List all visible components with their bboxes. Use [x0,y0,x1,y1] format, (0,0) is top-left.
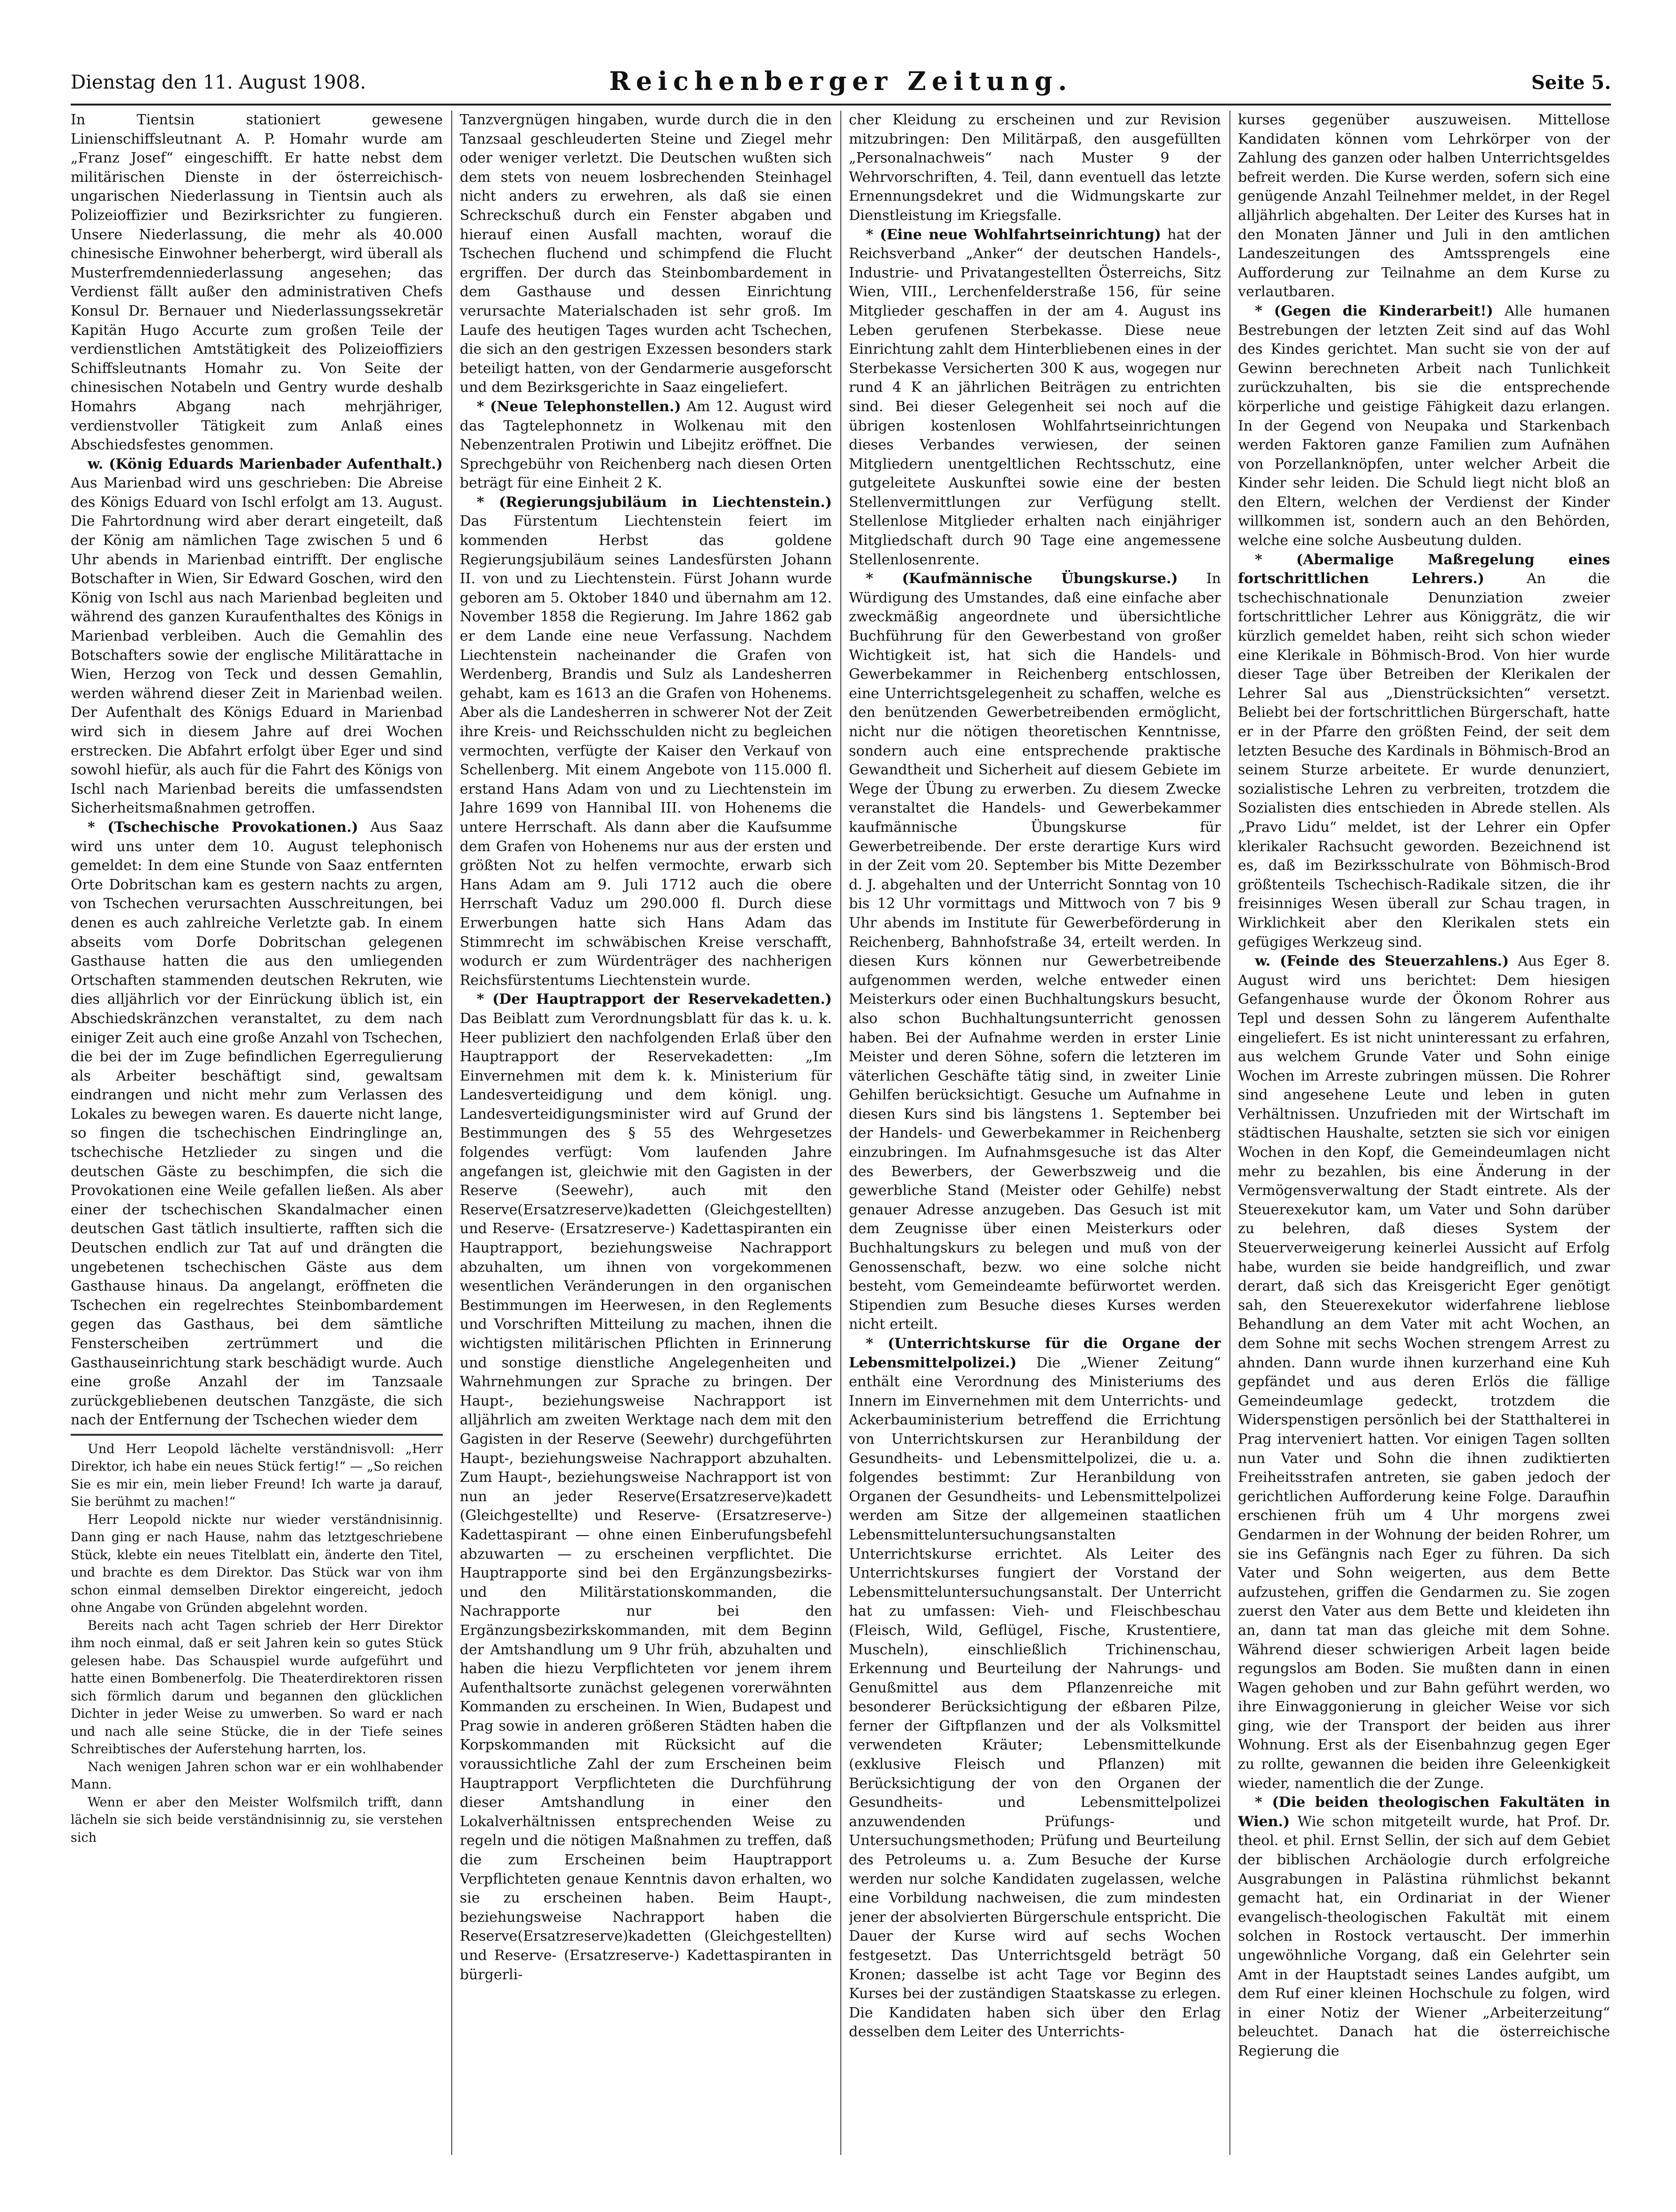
article-paragraph [71,455,443,818]
article-headline: * (Regierungsjubiläum in Liechtenstein.) [477,494,832,511]
article-headline: * (Unterrichtskurse für die Organe der Lebensmittelpolizei.) [849,1335,1221,1371]
column-1 [71,111,443,2164]
article-body: Wie schon mitgeteilt wurde, hat Prof. Dr. theol. et phil. Ernst Sellin, der sich auf dem Gebiet der biblischen Archäologie durch erfolgreiche Ausgrabungen in Palästina rühmlichst bekannt gemacht hat, ein Ordinariat in der Wiener evangelisch-theologischen Fakultät mit einem solchen in Rostock vertauscht. Der immerhin ungewöhnliche Vorgang, daß ein Gelehrter sein Amt in der Hauptstadt seines Landes aufgibt, um dem Ruf einer kleinen Hochschule zu folgen, wird in einer Notiz der Wiener „Arbeiterzeitung“ beleuchtet. Danach hat die österreichische Regierung die [1238,1813,1610,2059]
article-body: Die „Wiener Zeitung“ enthält eine Verordnung des Ministeriums des Innern im Einvernehmen mit dem Unterrichts- und Ackerbauministerium betreffend die Errichtung von Unterrichtskursen zur Heranbildung der Gesundheits- und Lebensmittelpolizei, die u. a. folgendes bestimmt: Zur Heranbildung von Organen der Gesundheits- und Lebensmittelpolizei werden am Sitze der allgemeinen staatlichen Lebensmitteluntersuchungsanstalten Unterrichtskurse errichtet. Als Leiter des Unterrichtskurses fungiert der Vorstand der Lebensmitteluntersuchungsanstalt. Der Unterricht hat zu umfassen: Vieh- und Fleischbeschau (Fleisch, Wild, Geflügel, Fische, Krustentiere, Muscheln), einschließlich Trichinenschau, Erkennung und Beurteilung der Nahrungs- und Genußmittel aus dem Pflanzenreiche mit besonderer Berücksichtigung der eßbaren Pilze, ferner der Giftpflanzen und der als Volksmittel verwendeten Kräuter; Lebensmittelkunde (exklusive Fleisch und Pflanzen) mit Berücksichtigung der von den Organen der Gesundheits- und Lebensmittelpolizei anzuwendenden Prüfungs- und Untersuchungsmethoden; Prüfung und Beurteilung des Petroleums u. a. Zum Besuche der Kurse werden nur solche Kandidaten zugelassen, welche eine Vorbildung nachweisen, die zum mindesten jener der absolvierten Bürgerschule entspricht. Die Dauer der Kurse wird auf sechs Wochen festgesetzt. Das Unterrichtsgeld beträgt 50 Kronen; dasselbe ist acht Tage vor Beginn des Kurses bei der zuständigen Staatskasse zu erlegen. Die Kandidaten haben sich über den Erlag desselben dem Leiter des Unterrichts- [849,1354,1221,2041]
article-paragraph: Tanzvergnügen hingaben, wurde durch die in den Tanzsaal geschleuderten Steine und Ziegel mehr oder weniger verletzt. Die Deutschen wußten sich dem stets von neuem losbrechenden Steinhagel nicht anders zu erwehren, als daß sie einen Schreckschuß durch ein Fenster abgaben und hierauf einen Ausfall machten, worauf die Tschechen fluchend und schimpfend die Flucht ergriffen. Der durch das Steinbombardement in dem Gasthause und dessen Einrichtung verursachte Materialschaden ist sehr groß. Im Laufe des heutigen Tages wurden acht Tschechen, die sich an den gestrigen Exzessen besonders stark beteiligt hatten, von der Gendarmerie ausgeforscht und dem Bezirksgerichte in Saaz eingeliefert. [460,112,832,396]
article-paragraph [460,493,832,990]
column-2 [460,111,832,2164]
newspaper-page [71,66,1611,2171]
feuilleton-paragraph: Bereits nach acht Tagen schrieb der Herr Direktor ihm noch einmal, daß er seit Jahren kein so gutes Stück gelesen habe. Das Schauspiel wurde aufgeführt und hatte einen Bombenerfolg. Die Theaterdirektoren rissen sich förmlich darum und begannen den glücklichen Dichter in jeder Weise zu umwerben. So ward er nach und nach alle seine Stücke, die in der Tiefe seines Schreibtisches der Auferstehung harrten, los. [71,1618,443,1757]
page-number: Seite 5. [1531,72,1611,94]
header-rule [71,104,1611,106]
article-paragraph [1238,952,1610,1793]
article-paragraph [849,569,1221,1334]
article-headline: * (Neue Telephonstellen.) [477,398,681,415]
article-body: Alle humanen Bestrebungen der letzten Zeit sind auf das Wohl des Kindes gerichtet. Man sucht sie von der auf Gewinn berechneten Arbeit nach Tunlichkeit zurückzuhalten, bis sie die entsprechende körperliche und geistige Fähigkeit dazu erlangen. In der Gegend von Neupaka und Starkenbach werden Faktoren ganze Familien zum Aufnähen von Porzellanknöpfen, unter welcher Arbeit die Kinder sehr leiden. Die Schuld liegt nicht bloß an den Eltern, welchen der Verdienst der Kinder willkommen ist, sondern auch an den Behörden, welche eine solche Ausbeutung dulden. [1238,302,1610,549]
article-headline: * (Gegen die Kinderarbeit!) [1255,302,1493,319]
article-paragraph [849,226,1221,570]
feuilleton [71,1440,443,1847]
article-body: An die tschechischnationale Denunziation zweier fortschrittlicher Lehrer aus Königgrätz, die wir kürzlich gemeldet haben, reiht sich schon wieder eine Klerikale in Böhmisch-Brod. Von hier wurde dieser Tage über Betreiben der Klerikalen der Lehrer Sal aus „Dienstrücksichten“ versetzt. Beliebt bei der fortschrittlichen Bürgerschaft, hatte er in der Pfarre den größten Feind, der seit dem letzten Besuche des Kardinals in Böhmisch-Brod an seinem Sturze arbeitete. Er wurde denunziert, sozialistische Lehren zu verbreiten, trotzdem die Sozialisten dies entschieden in Abrede stellen. Als „Pravo Lidu“ meldet, ist der Lehrer ein Opfer klerikaler Rachsucht geworden. Bezeichnend ist es, daß im Bezirksschulrate von Böhmisch-Brod größtenteils Tschechisch-Radikale sitzen, die ihr freisinniges Wesen überall zur Schau tragen, in Wirklichkeit aber den Klerikalen stets ein gefügiges Werkzeug sind. [1238,570,1610,951]
feuilleton-paragraph: Und Herr Leopold lächelte verständnisvoll: „Herr Direktor, ich habe ein neues Stück fertig!“ — „So reichen Sie es mir ein, mein lieber Freund! Ich warte ja darauf, Sie berühmt zu machen!“ [71,1441,443,1510]
page-header [71,66,1611,99]
article-paragraph: kurses gegenüber auszuweisen. Mittellose Kandidaten können vom Lehrkörper von der Zahlung des ganzen oder halben Unterrichtsgeldes befreit werden. Die Kurse werden, sofern sich eine genügende Anzahl Teilnehmer meldet, in der Regel alljährlich abgehalten. Der Leiter des Kurses hat in den Monaten Jänner und Juli in den amtlichen Landeszeitungen des Amtssprengels eine Aufforderung zur Teilnahme an dem Kurse zu verlautbaren. [1238,112,1610,301]
article-headline: * (Die beiden theologischen Fakultäten in Wien.) [1238,1794,1610,1830]
masthead-title: Reichenberger Zeitung. [609,66,1073,96]
article-paragraph [1238,551,1610,952]
article-paragraph [71,818,443,1430]
article-body: hat der Reichsverband „Anker“ der deutschen Handels-, Industrie- und Privatangestellten Österreichs, Sitz Wien, VIII., Lerchenfelderstraße 156, für seine Mitglieder geschaffen in der am 4. August ins Leben gerufenen Sterbekasse. Diese neue Einrichtung zahlt dem Hinterbliebenen eines in der Sterbekasse Versicherten 300 K aus, wogegen nur rund 4 K an jährlichen Beiträgen zu entrichten sind. Bei dieser Gelegenheit sei noch auf die übrigen kostenlosen Wohlfahrtseinrichtungen dieses Verbandes verwiesen, der seinen Mitgliedern unentgeltlichen Rechtsschutz, eine gutgeleitete Auskunftei sowie eine der besten Stellenvermittlungen zur Verfügung stellt. Stellenlose Mitglieder erhalten nach einjähriger Mitgliedschaft durch 90 Tage eine angemessene Stellenlosenrente. [849,226,1221,568]
article-paragraph [849,1334,1221,2042]
article-body: Das Beiblatt zum Verordnungsblatt für das k. u. k. Heer publiziert den nachfolgenden Erlaß über den Hauptrapport der Reservekadetten: „Im Einvernehmen mit dem k. k. Ministerium für Landesverteidigung und dem königl. ung. Landesverteidigungsminister wird auf Grund der Bestimmungen des § 55 des Wehrgesetzes folgendes verfügt: Vom laufenden Jahre angefangen ist, gleichwie mit den Gagisten in der Reserve (Seewehr), auch mit den Reserve(Ersatzreserve)kadetten (Gleichgestellten) und Reserve- (Ersatzreserve-) Kadettaspiranten ein Hauptrapport, beziehungsweise Nachrapport abzuhalten, um ihnen von vorgekommenen wesentlichen Veränderungen in den organischen Bestimmungen im Heerwesen, in den Reglements und Vorschriften Mitteilung zu machen, ihnen die wichtigsten militärischen Pflichten in Erinnerung und sonstige dienstliche Angelegenheiten und Wahrnehmungen zur Sprache zu bringen. Der Haupt-, beziehungsweise Nachrapport ist alljährlich am zweiten Werktage nach dem mit den Gagisten in der Reserve (Seewehr) durchgeführten Haupt-, beziehungsweise Nachrapport abzuhalten. Zum Haupt-, beziehungsweise Nachrapport ist von nun an jeder Reserve(Ersatzreserve)kadett (Gleichgestellte) und Reserve- (Ersatzreserve-) Kadettaspirant — ohne einen Einberufungsbefehl abzuwarten — zu erscheinen verpflichtet. Die Hauptrapporte sind bei den Ergänzungsbezirks- und den Militärstationskommanden, die Nachrapporte nur bei den Ergänzungsbezirkskommanden, mit dem Beginn der Amtshandlung um 9 Uhr früh, abzuhalten und haben die hiezu Verpflichteten vor jenem ihrem Aufenthaltsorte zunächst gelegenen vorerwähnten Kommanden zu erscheinen. In Wien, Budapest und Prag sowie in anderen größeren Städten haben die Korpskommanden mit Rücksicht auf die voraussichtliche Zahl der zum Erscheinen beim Hauptrapport Verpflichteten die Durchführung dieser Amtshandlung in einer den Lokalverhältnissen entsprechenden Weise zu regeln und die nötigen Maßnahmen zu treffen, daß die zum Erscheinen beim Hauptrapport Verpflichteten genaue Kenntnis davon erhalten, wo sie zu erscheinen haben. Beim Haupt-, beziehungsweise Nachrapport haben die Reserve(Ersatzreserve)kadetten (Gleichgestellten) und Reserve- (Ersatzreserve-) Kadettaspiranten in bürgerli- [460,1010,832,1983]
column-divider [1229,111,1230,2155]
article-headline: * (Der Hauptrapport der Reservekadetten.) [477,991,832,1008]
feuilleton-paragraph: Nach wenigen Jahren schon war er ein wohlhabender Mann. [71,1759,443,1792]
article-headline: * (Tschechische Provokationen.) [88,819,358,836]
issue-date: Dienstag den 11. August 1908. [71,72,366,93]
article-body: Aus Marienbad wird uns geschrieben: Die Abreise des Königs Eduard von Ischl erfolgt am 13. August. Die Fahrtordnung wird aber derart eingeteilt, daß der König am nämlichen Tage zwischen 5 und 6 Uhr abends in Marienbad eintrifft. Der englische Botschafter in Wien, Sir Edward Goschen, wird den König von Ischl aus nach Marienbad begleiten und während des ganzen Kuraufenthaltes des Königs in Marienbad verbleiben. Auch die Gemahlin des Botschafters sowie der englische Militärattache in Wien, Herzog von Teck und dessen Gemahlin, werden während dieser Zeit in Marienbad weilen. Der Aufenthalt des Königs Eduard in Marienbad wird sich in diesem Jahre auf drei Wochen erstrecken. Die Abfahrt erfolgt über Eger und sind sowohl hiefür, als auch für die Fahrt des Königs von Ischl nach Marienbad bereits die umfassendsten Sicherheitsmaßnahmen getroffen. [71,475,443,817]
article-paragraph [460,990,832,1984]
column-4 [1238,111,1610,2164]
article-headline: * (Eine neue Wohlfahrtseinrichtung) [866,226,1161,243]
article-body: Am 12. August wird das Tagtelephonnetz in Wolkenau mit den Nebenzentralen Protiwin und Libejitz eröffnet. Die Sprechgebühr von Reichenberg nach diesen Orten beträgt für eine Einheit 2 K. [460,398,832,492]
column-3 [849,111,1221,2164]
article-headline: * (Kaufmännische Übungskurse.) [866,570,1178,587]
feuilleton-paragraph: Wenn er aber den Meister Wolfsmilch trifft, dann lächeln sie sich beide verständnisinnig zu, sie verstehen sich [71,1795,443,1845]
article-paragraph [1238,1793,1610,2061]
article-paragraph: In Tientsin stationiert gewesene Linienschiffsleutnant A. P. Homahr wurde am „Franz Josef“ eingeschifft. Er hatte nebst dem militärischen Dienste in der österreichisch-ungarischen Niederlassung in Tientsin auch als Polizeioffizier und Bezirksrichter zu fungieren. Unsere Niederlassung, die mehr als 40.000 chinesische Einwohner beherbergt, wird überall als Musterfremdenniederlassung angesehen; das Verdienst fällt außer den administrativen Chefs Konsul Dr. Bernauer und Niederlassungssekretär Kapitän Hugo Accurte zum großen Teile der verdienstlichen Amtstätigkeit des Polizeioffiziers Schiffsleutnants Homahr zu. Von Seite der chinesischen Notabeln und Gentry wurde deshalb Homahrs Abgang nach mehrjähriger, verdienstvoller Tätigkeit zum Anlaß eines Abschiedsfestes genommen. [71,112,443,454]
article-body: In Würdigung des Umstandes, daß eine einfache aber zweckmäßig angeordnete und übersichtliche Buchführung für den Gewerbestand von großer Wichtigkeit ist, hat sich die Handels- und Gewerbekammer in Reichenberg entschlossen, eine Unterrichtsgelegenheit zu schaffen, welche es den benützenden Gewerbetreibenden ermöglicht, nicht nur die nötigen theoretischen Kenntnisse, sondern auch eine entsprechende praktische Gewandtheit und Sicherheit auf diesem Gebiete im Wege der Übung zu erwerben. Zu diesem Zwecke veranstaltet die Handels- und Gewerbekammer kaufmännische Übungskurse für Gewerbetreibende. Der erste derartige Kurs wird in der Zeit vom 20. September bis Mitte Dezember d. J. abgehalten und der Unterricht Sonntag von 10 bis 12 Uhr vormittags und Mittwoch von 7 bis 9 Uhr abends im Institute für Gewerbeförderung in Reichenberg, Bahnhofstraße 34, erteilt werden. In diesen Kurs können nur Gewerbetreibende aufgenommen werden, welche entweder einen Meisterkurs oder einen Buchhaltungskurs besucht, also schon Buchhaltungsunterricht genossen haben. Bei der Aufnahme werden in erster Linie Meister und deren Söhne, sofern die letzteren im väterlichen Geschäfte tätig sind, in zweiter Linie Gehilfen berücksichtigt. Gesuche um Aufnahme in diesen Kurs sind bis längstens 1. September bei der Handels- und Gewerbekammer in Reichenberg einzubringen. Im Aufnahmsgesuche ist das Alter des Bewerbers, der Gewerbszweig und die gewerbliche Stand (Meister oder Gehilfe) nebst genauer Adresse anzugeben. Das Gesuch ist mit dem Zeugnisse über einen Meisterkurs oder Buchhaltungskurs zu belegen und muß von der Genossenschaft, bezw. wo eine solche nicht besteht, vom Gemeindeamte befürwortet werden. Stipendien zum Besuche dieses Kurses werden nicht erteilt. [849,570,1221,1333]
column-divider [451,111,452,2155]
column-divider [840,111,841,2155]
article-body: Das Fürstentum Liechtenstein feiert im kommenden Herbst das goldene Regierungsjubiläum seines Landesfürsten Johann II. von und zu Liechtenstein. Fürst Johann wurde geboren am 5. Oktober 1840 und übernahm am 12. November 1858 die Regierung. Im Jahre 1862 gab er dem Lande eine neue Verfassung. Nachdem Liechtenstein nacheinander die Grafen von Werdenberg, Brandis und Sulz als Landesherren gehabt, kam es 1613 an die Grafen von Hohenems. Aber als die Landesherren in schwerer Not der Zeit ihre Kreis- und Reichsschulden nicht zu begleichen vermochten, verfügte der Kaiser den Verkauf von Schellenberg. Mit einem Angebote von 115.000 fl. erstand Hans Adam von und zu Liechtenstein im Jahre 1699 von Hannibal III. von Hohenems die untere Herrschaft. Als dann aber die Kaufsumme dem Grafen von Hohenems nur aus der ersten und größten Not zu helfen vermochte, erwarb sich Hans Adam am 9. Juli 1712 auch die obere Herrschaft Vaduz um 290.000 fl. Durch diese Erwerbungen hatte sich Hans Adam das Stimmrecht im schwäbischen Kreise verschafft, wodurch er zum Würdenträger des nachherigen Reichsfürstentums Liechtenstein wurde. [460,513,832,989]
article-headline: w. (Feinde des Steuerzahlens.) [1255,953,1509,970]
article-body: Aus Eger 8. August wird uns berichtet: Dem hiesigen Gefangenhause wurde der Ökonom Rohrer aus Tepl und dessen Sohn zu längerem Aufenthalte eingeliefert. Es ist nicht uninteressant zu erfahren, aus welchem Grunde Vater und Sohn einige Wochen im Arreste zubringen müssen. Die Rohrer sind angesehene Leute und leben in guten Verhältnissen. Unzufrieden mit der Wirtschaft im städtischen Haushalte, setzten sie sich vor einigen Wochen in den Kopf, die Gemeindeumlagen nicht mehr zu bezahlen, bis eine Änderung in der Vermögensverwaltung der Stadt eintrete. Als der Steuerexekutor kam, um Vater und Sohn darüber zu belehren, daß dieses System der Steuerverweigerung keinerlei Aussicht auf Erfolg habe, wurden sie beide handgreiflich, und zwar derart, daß sich das Kreisgericht Eger genötigt sah, den Steuerexekutor widerfahrene lieblose Behandlung an dem Vater mit acht Wochen, an dem Sohne mit sechs Wochen strengem Arrest zu ahnden. Dann wurde ihnen kurzerhand eine Kuh gepfändet und aus deren Erlös die fällige Gemeindeumlage gedeckt, trotzdem die Widerspenstigen persönlich bei der Statthalterei in Prag interveniert hatten. Vor einigen Tagen sollten nun Vater und Sohn die ihnen zudiktierten Freiheitsstrafen antreten, sie gaben jedoch der gerichtlichen Aufforderung keine Folge. Daraufhin erschienen früh um 4 Uhr morgens zwei Gendarmen in der Wohnung der beiden Rohrer, um sie ins Gefängnis nach Eger zu führen. Da sich Vater und Sohn weigerten, aus dem Bette aufzustehen, griffen die Gendarmen zu. Sie zogen zuerst den Vater aus dem Bette und kleideten ihn an, dann tat man das gleiche mit dem Sohne. Während dieser schwierigen Arbeit lagen beide regungslos am Boden. Sie mußten dann in einen Wagen gehoben und zur Bahn geführt werden, wo ihre Einwaggonierung in gleicher Weise vor sich ging, wie der Transport der beiden aus ihrer Wohnung. Erst als der Eisenbahnzug gegen Eger zu rollte, gewannen die beiden ihre Geleenkigkeit wieder, namentlich die der Zunge. [1238,953,1610,1792]
article-headline: * (Abermalige Maßregelung eines fortschrittlichen Lehrers.) [1238,551,1610,587]
article-paragraph: cher Kleidung zu erscheinen und zur Revision mitzubringen: Den Militärpaß, den ausgefüllten „Personalnachweis“ nach Muster 9 der Wehrvorschriften, 4. Teil, dann eventuell das letzte Ernennungsdekret und die Widmungskarte zur Dienstleistung im Kriegsfalle. [849,112,1221,224]
feuilleton-separator [71,1434,443,1436]
article-headline: w. (König Eduards Marienbader Aufenthalt.) [88,455,443,472]
article-paragraph [1238,302,1610,551]
feuilleton-paragraph: Herr Leopold nickte nur wieder verständnisinnig. Dann ging er nach Hause, nahm das letztgeschriebene Stück, klebte ein neues Titelblatt ein, änderte den Titel, und brachte es dem Direktor. Das Stück war von ihm schon einmal demselben Direktor eingereicht, jedoch ohne Angabe von Gründen abgelehnt worden. [71,1512,443,1616]
article-paragraph [460,398,832,493]
article-body: Aus Saaz wird uns unter dem 10. August telephonisch gemeldet: In dem eine Stunde von Saaz entfernten Orte Dobritschan kam es gestern nachts zu argen, von Tschechen verursachten Ausschreitungen, bei denen es auch zahlreiche Verletzte gab. In einem abseits vom Dorfe Dobritschan gelegenen Gasthause hatten die aus den umliegenden Ortschaften stammenden deutschen Rekruten, wie dies alljährlich vor der Einrückung üblich ist, ein Abschiedskränzchen veranstaltet, zu dem nach einiger Zeit auch eine große Anzahl von Tschechen, die bei der im Zuge befindlichen Egerregulierung als Arbeiter beschäftigt sind, gewaltsam eindrangen und nicht mehr zum Verlassen des Lokales zu bewegen waren. Es dauerte nicht lange, so fingen die tschechischen Eindringlinge an, tschechische Hetzlieder zu singen und die deutschen Gäste zu beschimpfen, die sich die Provokationen eine Weile gefallen ließen. Als aber einer der tschechischen Skandalmacher einen deutschen Gast tätlich insultierte, rafften sich die Deutschen endlich zur Tat auf und drängten die ungebetenen tschechischen Gäste aus dem Gasthause hinaus. Da angelangt, eröffneten die Tschechen ein regelrechtes Steinbombardement gegen das Gasthaus, bei dem sämtliche Fensterscheiben zertrümmert und die Gasthauseinrichtung stark beschädigt wurde. Auch eine große Anzahl der im Tanzsaale zurückgebliebenen deutschen Tanzgäste, die sich nach der Entfernung der Tschechen wieder dem [71,819,443,1429]
